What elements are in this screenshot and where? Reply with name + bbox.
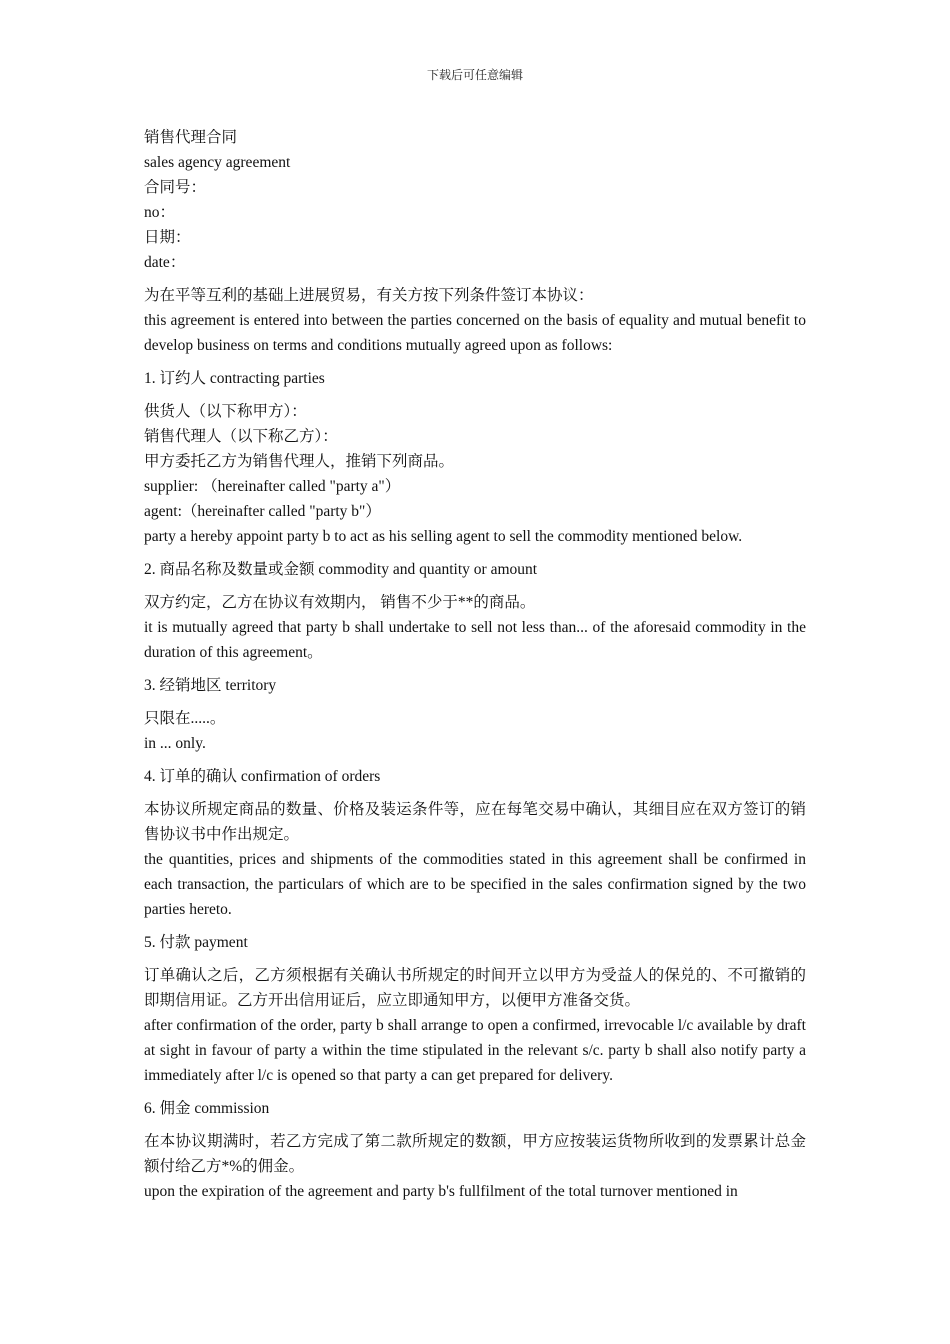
contract-no-en: no： [144,204,176,221]
contract-no-cn: 合同号： [144,179,207,196]
date-en: date： [144,254,186,271]
title-en: sales agency agreement [144,154,291,171]
page-header: 下载后可任意编辑 [426,68,523,82]
section-3-en: in ... only. [144,735,206,752]
intro-en: this agreement is entered into between the parties concerned on the basis of equality and mutual benefit to develop business on terms and conditions mutually agreed upon as follows: [144,312,806,354]
intro-cn: 为在平等互利的基础上进展贸易，有关方按下列条件签订本协议： [144,287,594,304]
section-6-heading: 6. 佣金 commission [144,1100,270,1117]
section-3-cn: 只限在.....。 [144,710,226,727]
section-1-heading: 1. 订约人 contracting parties [144,370,325,387]
section-1-supplier-en: supplier: （hereinafter called "party a"） [144,478,401,495]
section-2-cn: 双方约定，乙方在协议有效期内， 销售不少于**的商品。 [144,594,536,611]
section-6-en: upon the expiration of the agreement and party b's fullfilment of the total turnover mentioned in [144,1183,738,1200]
section-6-cn: 在本协议期满时，若乙方完成了第二款所规定的数额，甲方应按装运货物所收到的发票累计总金额付给乙方*%的佣金。 [144,1133,806,1175]
section-2-en: it is mutually agreed that party b shall undertake to sell not less than... of the aforesaid commodity in the duration of this agreement。 [144,619,806,661]
document-body [144,125,806,1204]
section-1-supplier-cn: 供货人（以下称甲方）： [144,403,307,420]
section-2-heading: 2. 商品名称及数量或金额 commodity and quantity or amount [144,561,538,578]
section-3-heading: 3. 经销地区 territory [144,677,277,694]
section-1-agent-en: agent:（hereinafter called "party b"） [144,503,381,520]
date-cn: 日期： [144,229,191,246]
title-cn: 销售代理合同 [144,129,238,146]
section-5-heading: 5. 付款 payment [144,934,248,951]
section-1-appoint-en: party a hereby appoint party b to act as his selling agent to sell the commodity mentioned below. [144,528,743,545]
section-4-heading: 4. 订单的确认 confirmation of orders [144,768,381,785]
section-1-agent-cn: 销售代理人（以下称乙方）： [144,428,338,445]
section-1-appoint-cn: 甲方委托乙方为销售代理人，推销下列商品。 [144,453,455,470]
section-4-cn: 本协议所规定商品的数量、价格及装运条件等，应在每笔交易中确认，其细目应在双方签订的销售协议书中作出规定。 [144,801,806,843]
section-5-cn: 订单确认之后，乙方须根据有关确认书所规定的时间开立以甲方为受益人的保兑的、不可撤销的即期信用证。乙方开出信用证后，应立即通知甲方，以便甲方准备交货。 [144,967,806,1009]
section-4-en: the quantities, prices and shipments of the commodities stated in this agreement shall be confirmed in each transaction, the particulars of which are to be specified in the sales confirmation signed by the two parties hereto. [144,851,806,918]
section-5-en: after confirmation of the order, party b shall arrange to open a confirmed, irrevocable l/c available by draft at sight in favour of party a within the time stipulated in the relevant s/c. party b shall also notify party a immediately after l/c is opened so that party a can get prepared for delivery. [144,1017,806,1084]
